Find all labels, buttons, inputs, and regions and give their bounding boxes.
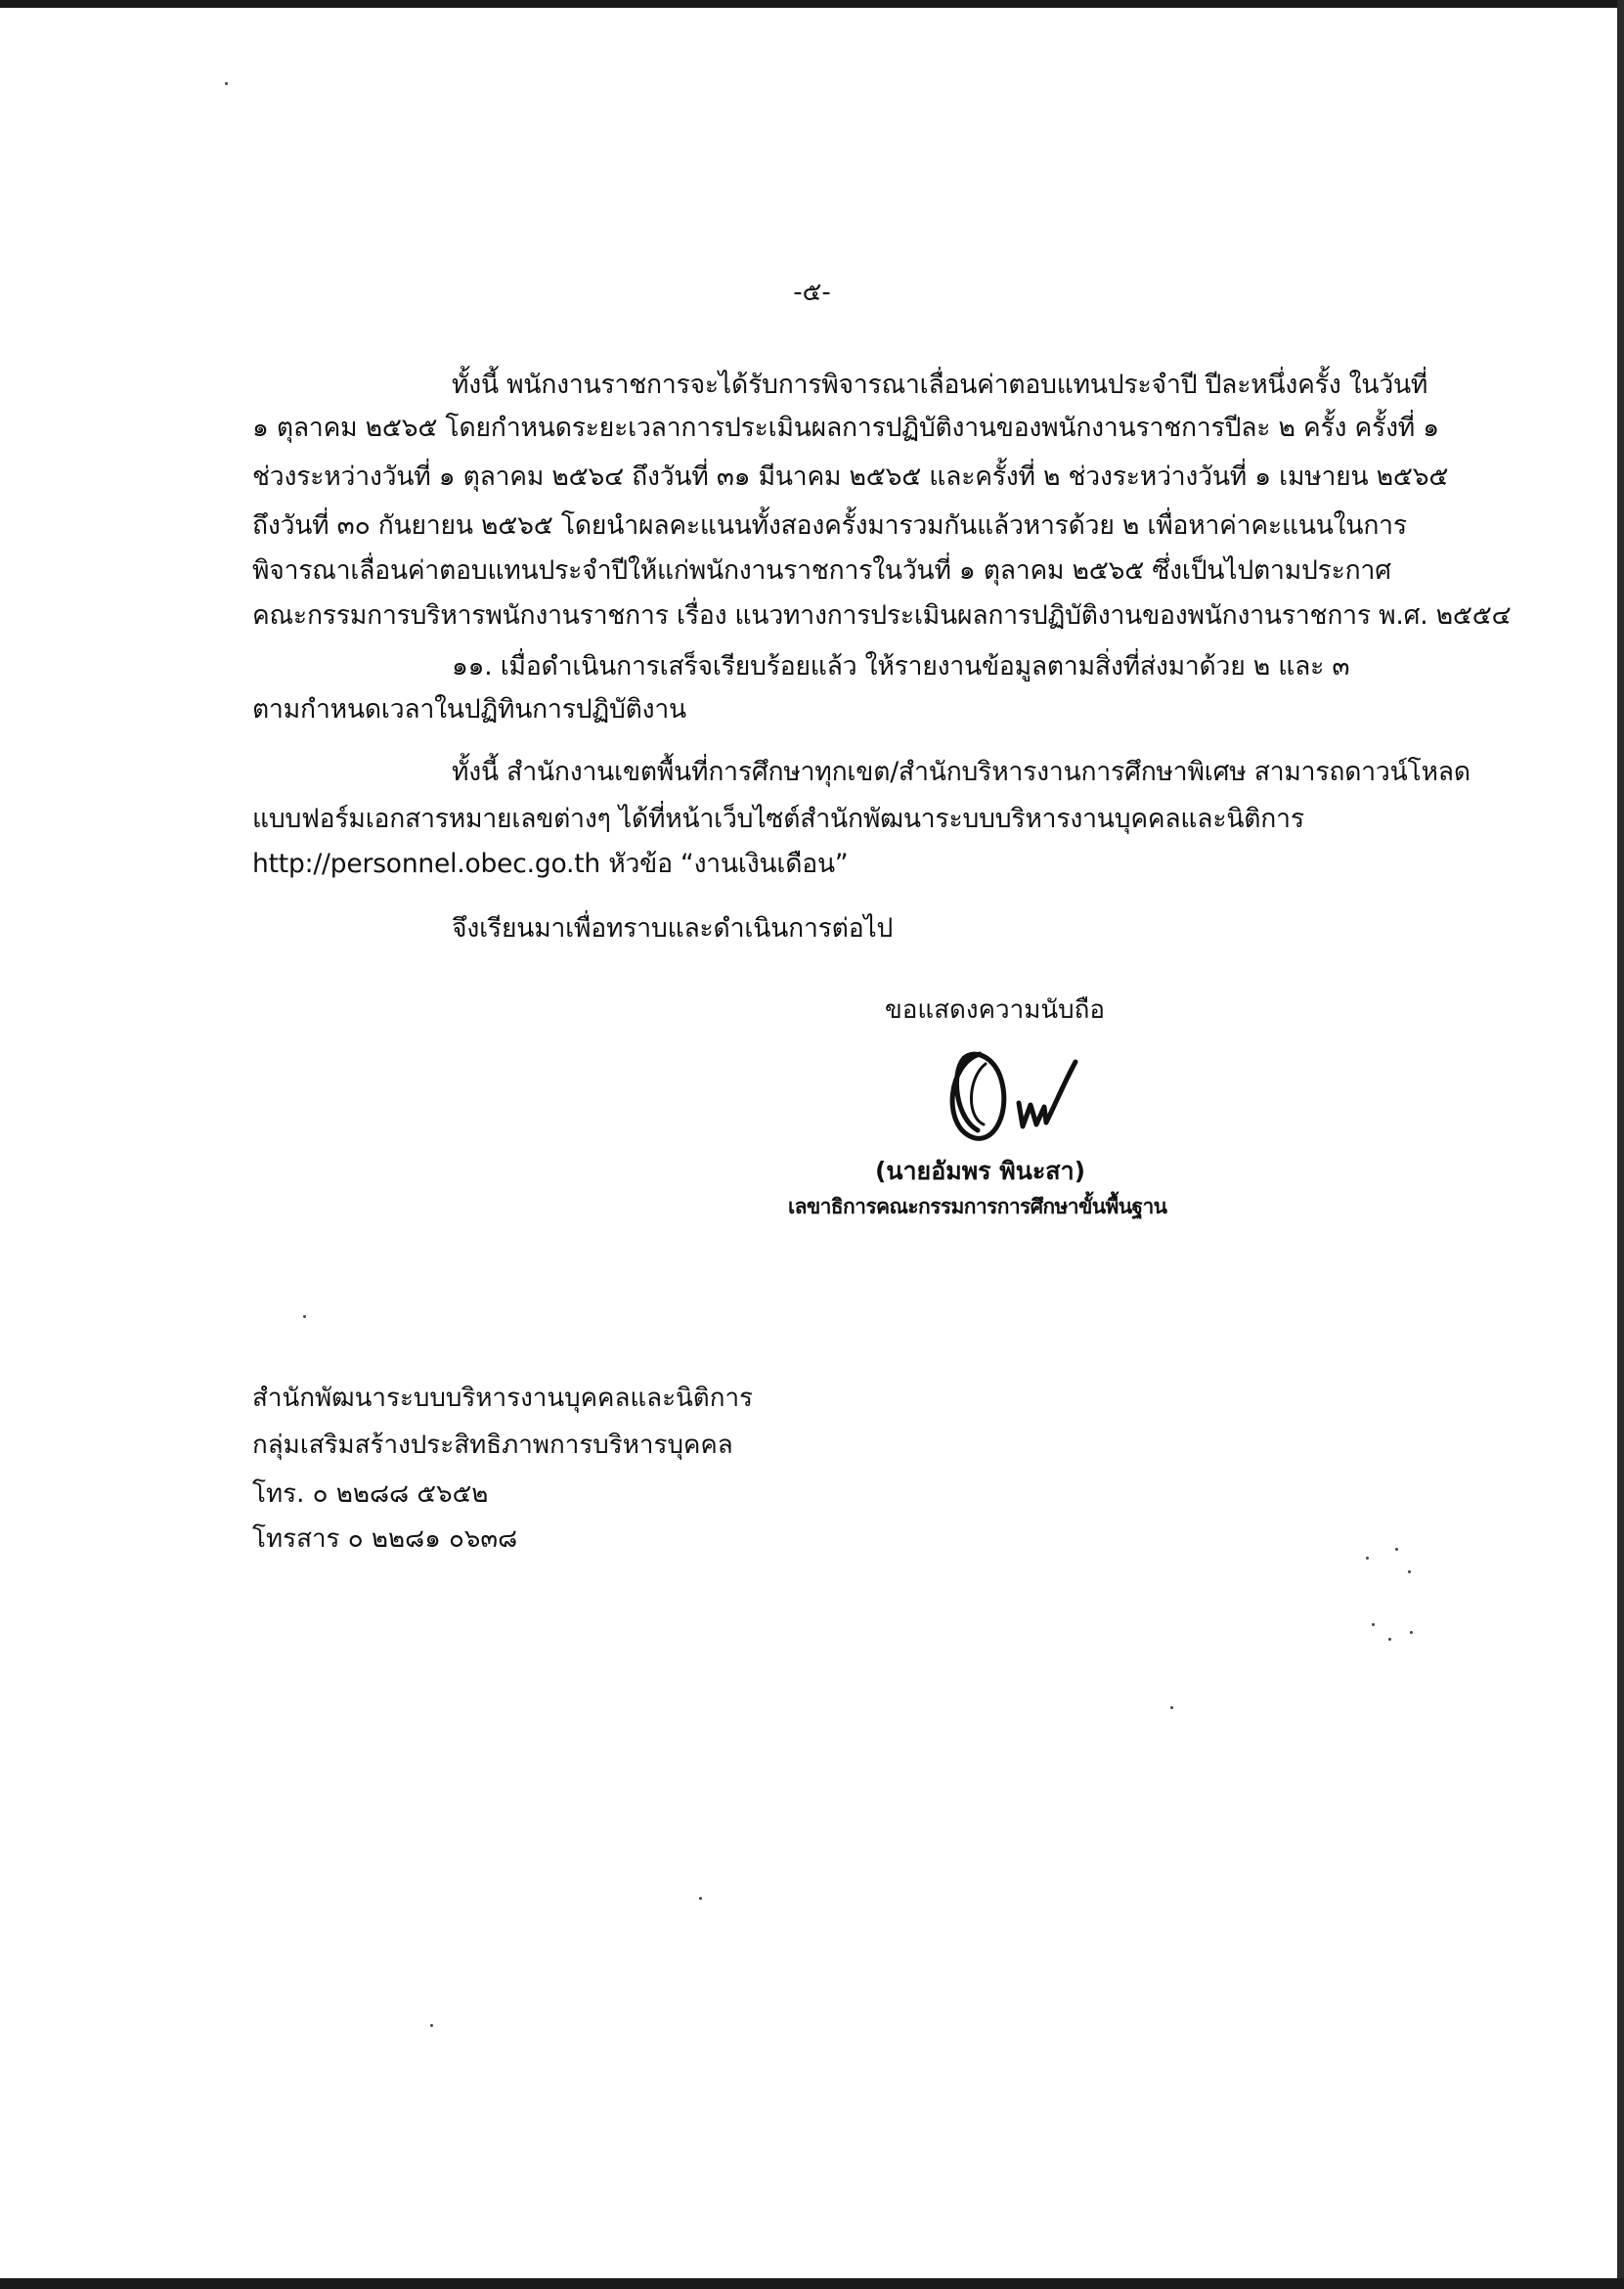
paragraph-1-line-1: ทั้งนี้ พนักงานราชการจะได้รับการพิจารณาเลื่อนค่าตอบแทนประจำปี ปีละหนึ่งครั้ง ในวันที่	[452, 370, 1428, 400]
scan-speck	[1408, 1570, 1411, 1573]
contact-group: กลุ่มเสริมสร้างประสิทธิภาพการบริหารบุคคล	[252, 1431, 733, 1460]
contact-fax: โทรสาร ๐ ๒๒๘๑ ๐๖๓๘	[252, 1524, 518, 1554]
signer-name: (นายอัมพร พินะสา)	[875, 1157, 1086, 1185]
paragraph-4: จึงเรียนมาเพื่อทราบและดำเนินการต่อไป	[452, 913, 894, 944]
scan-border-right	[1617, 0, 1624, 2289]
paragraph-3-line-1: ทั้งนี้ สำนักงานเขตพื้นที่การศึกษาทุกเขต/สำนักบริหารงานการศึกษาพิเศษ สามารถดาวน์โหลด	[452, 757, 1470, 787]
scan-speck	[1388, 1638, 1391, 1641]
contact-phone: โทร. ๐ ๒๒๘๘ ๕๖๕๒	[252, 1479, 489, 1509]
scan-speck	[430, 2024, 433, 2027]
scan-border-bottom	[0, 2278, 1624, 2289]
scan-speck	[1395, 1548, 1398, 1551]
scan-speck	[1372, 1623, 1375, 1626]
paragraph-3-line-3: http://personnel.obec.go.th หัวข้อ “งานเงินเดือน”	[252, 849, 849, 879]
contact-office: สำนักพัฒนาระบบบริหารงานบุคคลและนิติการ	[252, 1384, 754, 1413]
signature-image	[929, 1034, 1095, 1152]
paragraph-1-line-6: คณะกรรมการบริหารพนักงานราชการ เรื่อง แนวทางการประเมินผลการปฏิบัติงานของพนักงานราชการ พ.ศ. ๒๕๕๔	[252, 600, 1512, 631]
paragraph-1-line-4: ถึงวันที่ ๓๐ กันยายน ๒๕๖๕ โดยนำผลคะแนนทั้งสองครั้งมารวมกันแล้วหารด้วย ๒ เพื่อหาค่าคะแนนในการ	[252, 510, 1407, 541]
paragraph-1-line-5: พิจารณาเลื่อนค่าตอบแทนประจำปีให้แก่พนักงานราชการในวันที่ ๑ ตุลาคม ๒๕๖๕ ซึ่งเป็นไปตามประกาศ	[252, 555, 1391, 586]
scan-speck	[1170, 1706, 1173, 1709]
scan-speck	[303, 1315, 306, 1318]
scan-speck	[225, 82, 228, 85]
page-number: -๕-	[793, 278, 831, 307]
paragraph-1-line-3: ช่วงระหว่างวันที่ ๑ ตุลาคม ๒๕๖๔ ถึงวันที่ ๓๑ มีนาคม ๒๕๖๕ และครั้งที่ ๒ ช่วงระหว่างวันที่ ๑ เมษายน ๒๕๖๕	[252, 462, 1449, 492]
scan-border-top	[0, 0, 1624, 8]
scan-speck	[1410, 1631, 1413, 1634]
scan-speck	[1366, 1557, 1369, 1560]
signer-position: เลขาธิการคณะกรรมการการศึกษาขั้นพื้นฐาน	[788, 1195, 1167, 1218]
paragraph-3-line-2: แบบฟอร์มเอกสารหมายเลขต่างๆ ได้ที่หน้าเว็บไซต์สำนักพัฒนาระบบบริหารงานบุคคลและนิติการ	[252, 804, 1304, 834]
scan-speck	[699, 1897, 702, 1900]
paragraph-2-line-1: ๑๑. เมื่อดำเนินการเสร็จเรียบร้อยแล้ว ให้รายงานข้อมูลตามสิ่งที่ส่งมาด้วย ๒ และ ๓	[452, 651, 1350, 682]
paragraph-1-line-2: ๑ ตุลาคม ๒๕๖๕ โดยกำหนดระยะเวลาการประเมินผลการปฏิบัติงานของพนักงานราชการปีละ ๒ ครั้ง ครั้งที่ ๑	[252, 413, 1439, 443]
paragraph-2-line-2: ตามกำหนดเวลาในปฏิทินการปฏิบัติงาน	[252, 694, 686, 725]
closing-salutation: ขอแสดงความนับถือ	[885, 995, 1105, 1025]
